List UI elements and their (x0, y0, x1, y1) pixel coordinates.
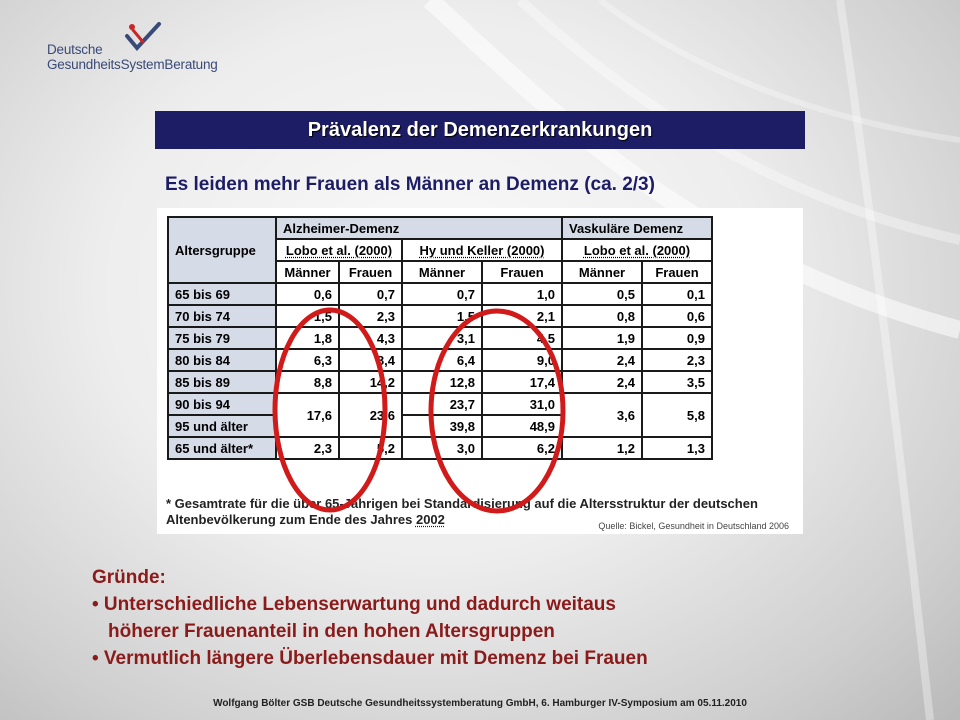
row-group-label: 75 bis 79 (168, 327, 276, 349)
table-cell: 17,6 (276, 393, 339, 437)
table-cell: 4,5 (482, 327, 562, 349)
table-cell: 14,2 (339, 371, 402, 393)
reasons-heading: Gründe: (92, 567, 166, 588)
logo-line-1: Deutsche (47, 42, 103, 57)
row-group-label: 95 und älter (168, 415, 276, 437)
row-group-label: 90 bis 94 (168, 393, 276, 415)
table-row (168, 437, 712, 459)
table-cell: 1,3 (642, 437, 712, 459)
table-cell: 6,3 (276, 349, 339, 371)
table-cell: 0,1 (642, 283, 712, 305)
row-group-label: 85 bis 89 (168, 371, 276, 393)
table-cell: 23,6 (339, 393, 402, 437)
header-vaskulaer: Vaskuläre Demenz (562, 217, 712, 239)
table-row (168, 283, 712, 305)
row-group-label: 65 bis 69 (168, 283, 276, 305)
header-women: Frauen (482, 261, 562, 283)
logo-line-2: GesundheitsSystemBeratung (47, 57, 218, 72)
table-cell: 3,1 (402, 327, 482, 349)
header-women: Frauen (339, 261, 402, 283)
reasons-block (92, 564, 852, 672)
table-cell: 3,5 (642, 371, 712, 393)
reason-bullet-1a: • Unterschiedliche Lebenserwartung und dadurch weitaus (92, 594, 616, 615)
table-cell: 12,8 (402, 371, 482, 393)
table-row (168, 305, 712, 327)
table-cell: 3,6 (562, 393, 642, 437)
row-group-label: 70 bis 74 (168, 305, 276, 327)
table-cell: 6,4 (402, 349, 482, 371)
ref-hy-keller-text: Hy und Keller (2000) (419, 242, 545, 258)
reason-bullet-1b: höherer Frauenanteil in den hohen Altersgruppen (108, 621, 555, 642)
table-cell: 23,7 (402, 393, 482, 415)
table-cell: 4,3 (339, 327, 402, 349)
table-cell: 0,6 (276, 283, 339, 305)
slide-subtitle: Es leiden mehr Frauen als Männer an Demenz (ca. 2/3) (165, 174, 655, 195)
table-cell: 2,1 (482, 305, 562, 327)
reason-bullet-2: • Vermutlich längere Überlebensdauer mit Demenz bei Frauen (92, 648, 648, 669)
table-cell: 0,7 (339, 283, 402, 305)
table-cell: 1,5 (276, 305, 339, 327)
table-cell: 2,3 (276, 437, 339, 459)
table-cell: 48,9 (482, 415, 562, 437)
table-cell: 0,6 (642, 305, 712, 327)
table-cell: 3,0 (402, 437, 482, 459)
table-cell: 5,8 (642, 393, 712, 437)
table-row (168, 393, 712, 415)
table-cell: 2,4 (562, 349, 642, 371)
ref-lobo-1-text: Lobo et al. (2000) (285, 242, 393, 258)
company-logo (47, 22, 217, 72)
table-cell: 6,2 (482, 437, 562, 459)
logo-text (47, 42, 218, 72)
header-alzheimer: Alzheimer-Demenz (276, 217, 562, 239)
table-cell: 1,5 (402, 305, 482, 327)
table-cell: 1,8 (276, 327, 339, 349)
table-cell: 1,9 (562, 327, 642, 349)
table-row (168, 327, 712, 349)
table-cell: 0,8 (562, 305, 642, 327)
table-cell: 2,4 (562, 371, 642, 393)
header-men: Männer (276, 261, 339, 283)
table-header-row-1 (168, 217, 712, 239)
footnote-line-2-text: Altenbevölkerung zum Ende des Jahres (166, 512, 416, 527)
source-citation: Quelle: Bickel, Gesundheit in Deutschland 2006 (598, 521, 789, 531)
table-cell: 31,0 (482, 393, 562, 415)
table-cell: 8,4 (339, 349, 402, 371)
table-cell: 5,2 (339, 437, 402, 459)
row-group-label: 65 und älter* (168, 437, 276, 459)
table-cell: 9,0 (482, 349, 562, 371)
slide-footer: Wolfgang Bölter GSB Deutsche Gesundheitssystemberatung GmbH, 6. Hamburger IV-Symposium am 05.11.2010 (213, 698, 747, 709)
row-group-label: 80 bis 84 (168, 349, 276, 371)
table-cell: 1,2 (562, 437, 642, 459)
table-cell: 0,9 (642, 327, 712, 349)
footnote-year: 2002 (415, 512, 445, 527)
ref-lobo-2-text: Lobo et al. (2000) (583, 242, 691, 258)
header-altersgruppe: Altersgruppe (168, 217, 276, 283)
table-cell: 2,3 (339, 305, 402, 327)
table-cell: 1,0 (482, 283, 562, 305)
header-men: Männer (402, 261, 482, 283)
prevalence-table (167, 216, 713, 460)
header-women: Frauen (642, 261, 712, 283)
footnote-line-1: * Gesamtrate für die über 65-Jährigen bei Standardisierung auf die Altersstruktur der deutschen (166, 496, 758, 511)
table-cell: 17,4 (482, 371, 562, 393)
table-cell: 0,7 (402, 283, 482, 305)
header-ref-hy-keller (402, 239, 562, 261)
table-cell: 0,5 (562, 283, 642, 305)
slide-title: Prävalenz der Demenzerkrankungen (155, 111, 805, 149)
prevalence-table-panel (157, 208, 803, 534)
header-ref-lobo-1 (276, 239, 402, 261)
table-row (168, 371, 712, 393)
header-men: Männer (562, 261, 642, 283)
table-row (168, 349, 712, 371)
table-cell: 39,8 (402, 415, 482, 437)
table-cell: 8,8 (276, 371, 339, 393)
table-cell: 2,3 (642, 349, 712, 371)
header-ref-lobo-2 (562, 239, 712, 261)
